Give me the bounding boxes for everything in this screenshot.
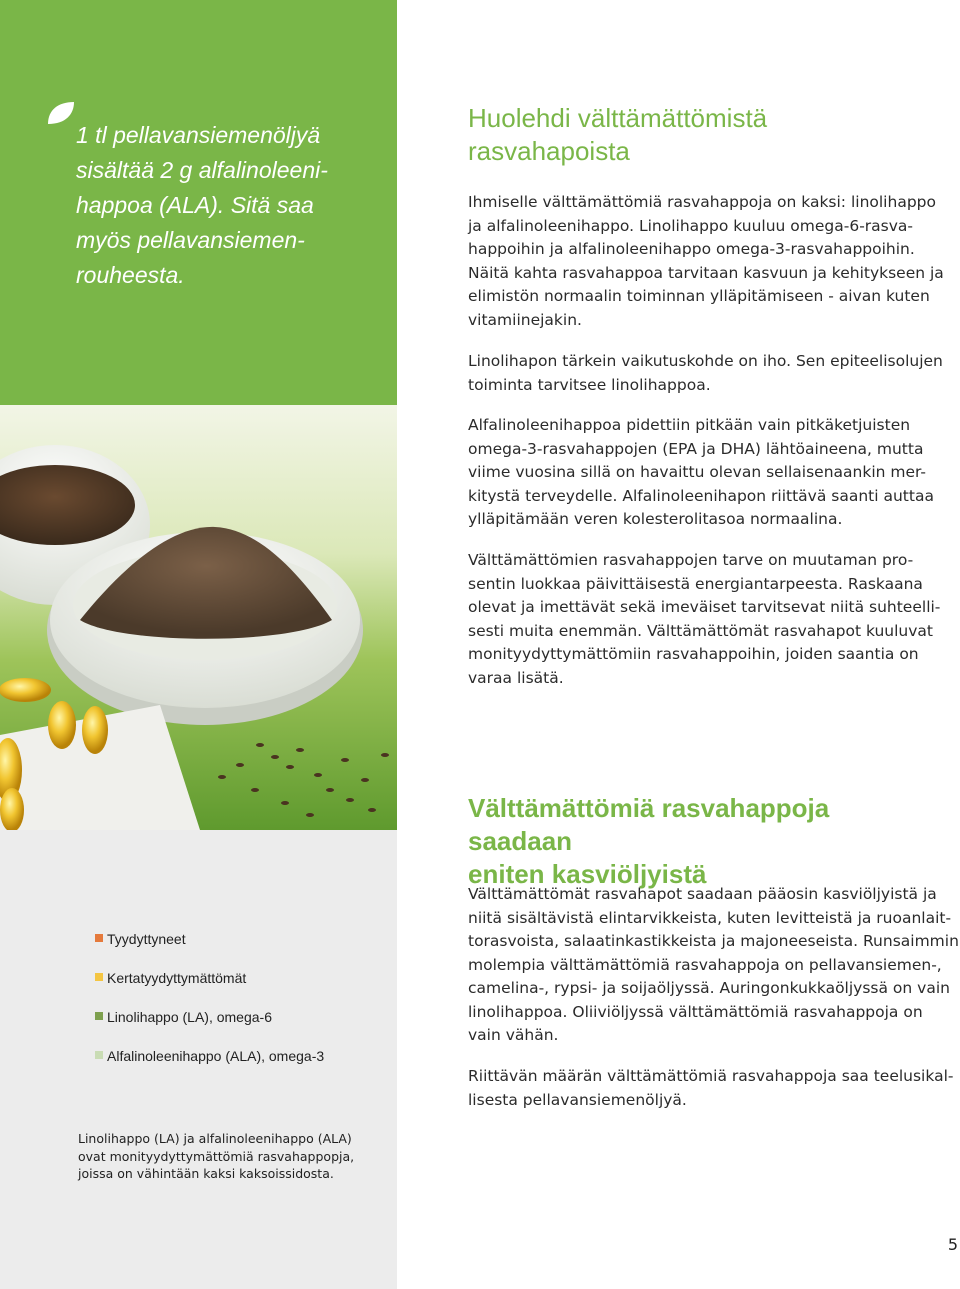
sidebar-quote [76, 118, 366, 293]
section-heading [468, 102, 928, 168]
legend-swatch [95, 1012, 103, 1020]
note-line: ovat monityydyttymättömiä rasvahappopja, [78, 1148, 355, 1164]
flaxseed-photo [0, 405, 397, 830]
text-line: lisesta pellavansiemenöljyä. [468, 1090, 687, 1109]
fatty-acid-legend [95, 930, 395, 1086]
page-number: 5 [947, 1235, 958, 1254]
text-line: molempia välttämättömiä rasvahappoja on pellavansiemen-, [468, 955, 942, 974]
heading-line: eniten kasviöljyistä [468, 859, 707, 889]
text-line: elimistön normaalin toiminnan ylläpitämiseen - aivan kuten [468, 287, 930, 305]
text-line: happoihin ja alfalinoleenihappo omega-3-rasvahappoihin. [468, 240, 915, 258]
paragraph [468, 350, 943, 397]
heading-line: rasvahapoista [468, 136, 630, 166]
text-line: monityydyttymättömiin rasvahappoihin, joiden saantia on [468, 645, 919, 663]
text-line: Riittävän määrän välttämättömiä rasvahappoja saa teelusikal- [468, 1067, 954, 1085]
text-line: Välttämättömien rasvahappojen tarve on muutaman pro- [468, 551, 914, 569]
text-line: varaa lisätä. [468, 668, 564, 687]
text-line: vain vähän. [468, 1026, 559, 1044]
note-line: Linolihappo (LA) ja alfalinoleenihappo (ALA) [78, 1131, 352, 1146]
text-line: olevat ja imettävät sekä imeväiset tarvitsevat niitä suhteelli- [468, 598, 941, 616]
text-line: linolihappoa. Oliiviöljyssä välttämättömiä rasvahappoja on [468, 1002, 923, 1021]
note-line: joissa on vähintään kaksi kaksoissidosta. [78, 1166, 334, 1181]
paragraph [468, 549, 941, 690]
text-line: Alfalinoleenihappoa pidettiin pitkään vain pitkäketjuisten [468, 416, 911, 434]
legend-item [95, 1008, 395, 1028]
paragraph [468, 414, 938, 532]
legend-swatch [95, 1051, 103, 1059]
text-line: sentin luokkaa päivittäisestä energiantarpeesta. Raskaana [468, 574, 923, 593]
legend-swatch [95, 934, 103, 942]
paragraph [468, 883, 959, 1048]
text-line: ylläpitämään veren kolesterolitasoa normaalina. [468, 510, 843, 528]
footnote [78, 1130, 378, 1183]
legend-item [95, 930, 395, 950]
text-line: Näitä kahta rasvahappoa tarvitaan kasvuun ja kehitykseen ja [468, 263, 944, 282]
text-line: toiminta tarvitsee linolihappoa. [468, 375, 711, 394]
quote-line: rouheesta. [76, 262, 185, 288]
text-line: torasvoista, salaatinkastikkeista ja majoneeseista. Runsaimmin [468, 932, 959, 950]
text-line: viime vuosina sillä on havaittu olevan sellaisenaankin mer- [468, 463, 926, 481]
quote-line: sisältää 2 g alfalinoleeni- [76, 157, 328, 183]
legend-label: Tyydyttyneet [107, 931, 186, 947]
quote-line: 1 tl pellavansiemenöljyä [76, 122, 321, 148]
quote-line: happoa (ALA). Sitä saa [76, 192, 314, 218]
text-line: ja alfalinoleenihappo. Linolihappo kuuluu omega-6-rasva- [468, 216, 913, 235]
legend-item [95, 969, 395, 989]
legend-swatch [95, 973, 103, 981]
heading-line: Huolehdi välttämättömistä [468, 103, 768, 133]
paragraph [468, 1065, 954, 1112]
text-line: sesti muita enemmän. Välttämättömät rasvahapot kuuluvat [468, 621, 933, 640]
text-line: Linolihapon tärkein vaikutuskohde on iho. Sen epiteelisolujen [468, 352, 943, 370]
leaf-icon [46, 100, 76, 126]
text-line: vitamiinejakin. [468, 310, 582, 329]
text-line: camelina-, rypsi- ja soijaöljyssä. Auringonkukkaöljyssä on vain [468, 979, 950, 997]
legend-label: Linolihappo (LA), omega-6 [107, 1009, 272, 1025]
text-line: omega-3-rasvahappojen (EPA ja DHA) lähtöaineena, mutta [468, 439, 924, 458]
text-line: Välttämättömät rasvahapot saadaan pääosin kasviöljyistä ja [468, 885, 937, 903]
legend-label: Alfalinoleenihappo (ALA), omega-3 [107, 1048, 325, 1064]
text-line: Ihmiselle välttämättömiä rasvahappoja on kaksi: linolihappo [468, 193, 936, 211]
heading-line: Välttämättömiä rasvahappoja saadaan [468, 793, 830, 856]
quote-line: myös pellavansiemen- [76, 227, 305, 253]
paragraph [468, 191, 944, 332]
legend-item [95, 1047, 395, 1067]
text-line: kitystä terveydelle. Alfalinoleenihapon riittävä saanti auttaa [468, 486, 934, 505]
legend-label: Kertatyydyttymättömät [107, 970, 247, 986]
section-heading [468, 792, 928, 891]
text-line: niitä sisältävistä elintarvikkeista, kuten levitteistä ja ruoanlait- [468, 908, 952, 927]
